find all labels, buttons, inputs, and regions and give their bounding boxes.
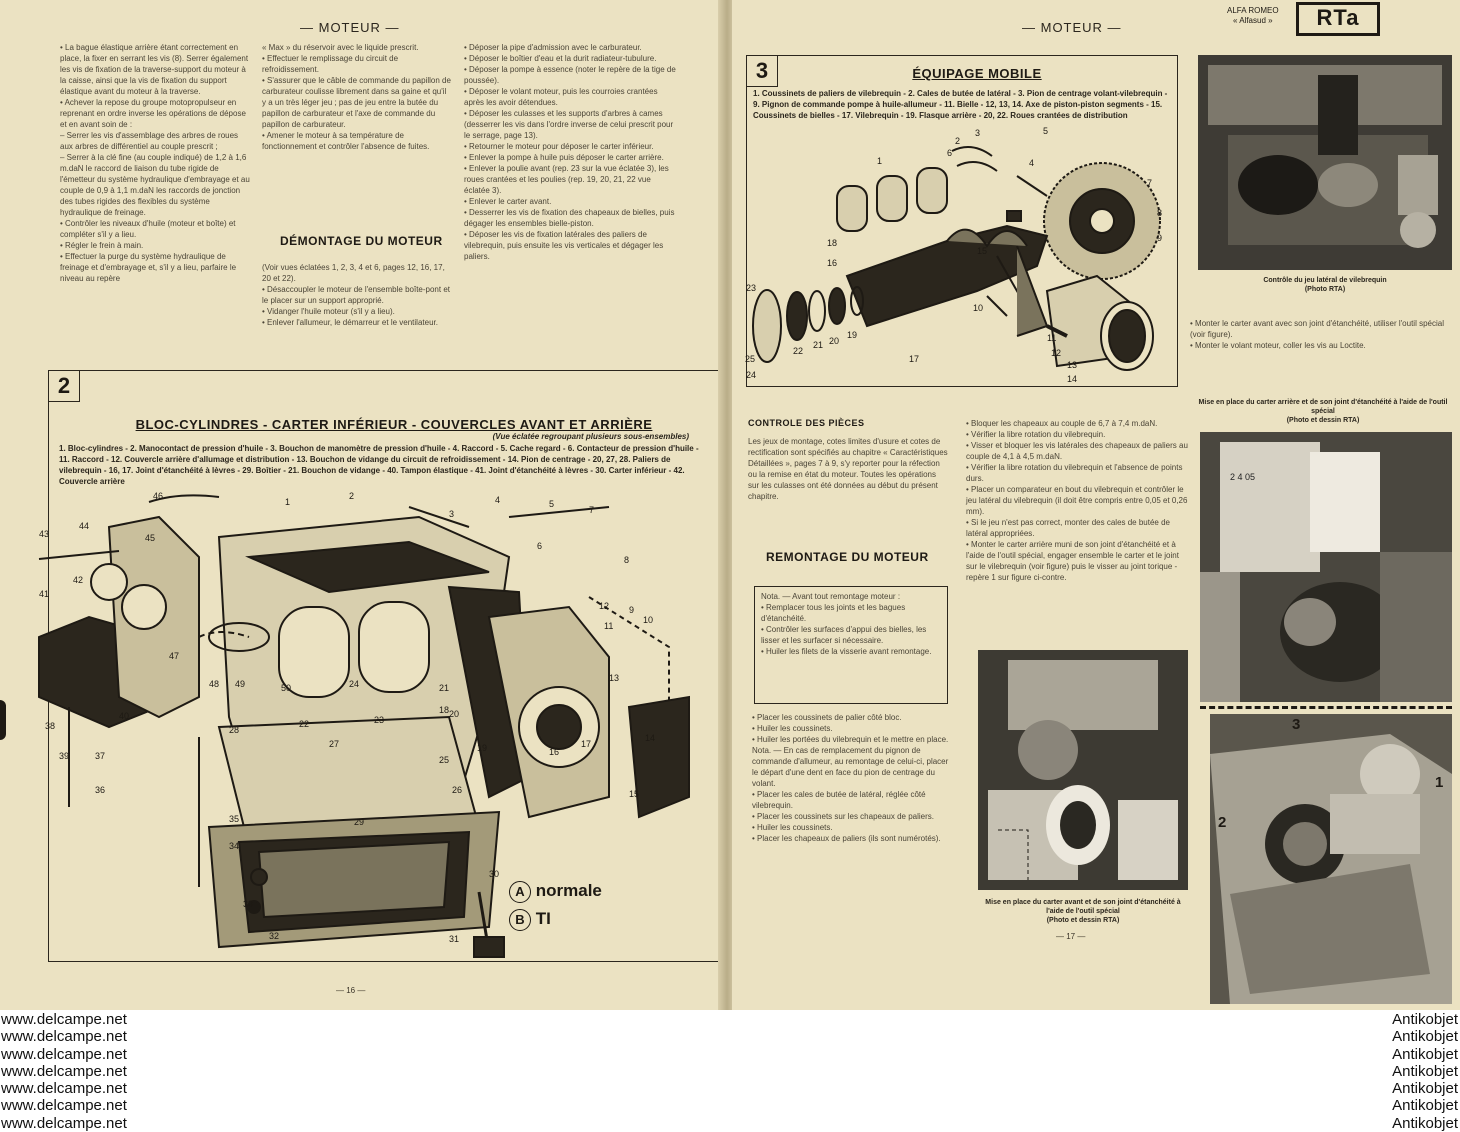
svg-text:8: 8 xyxy=(1157,208,1163,218)
remontage-text: • Placer les coussinets de palier côté bloc. • Huiler les coussinets. • Huiler les portées du vilebrequin et le mettre en place. Nota. — En cas de remplacement du pignon de commande d'allumeur, au remontage de celui-ci, placer le départ d'une dent en face du pion de centrage du volant. • Placer les cales de butée de latéral, réglée côté vilebrequin. • Placer les coussinets sur les chapeaux de paliers. • Huiler les coussinets. • Placer les chapeaux de paliers (ils sont numérotés). xyxy=(752,713,949,843)
svg-text:22: 22 xyxy=(299,719,310,729)
photo-crankshaft-play-image xyxy=(1198,55,1452,270)
svg-text:10: 10 xyxy=(973,303,984,313)
svg-text:14: 14 xyxy=(645,733,656,743)
photo3-caption: Mise en place du carter avant et de son joint d'étanchéité à l'aide de l'outil spécial (Photo et dessin RTA) xyxy=(985,899,1181,924)
figure-3-title: ÉQUIPAGE MOBILE xyxy=(912,66,1042,81)
svg-text:17: 17 xyxy=(581,739,592,749)
running-head-left: — MOTEUR — xyxy=(300,20,400,35)
svg-text:18: 18 xyxy=(827,238,838,248)
figure-2-subtitle: (Vue éclatée regroupant plusieurs sous-ensembles) xyxy=(492,432,689,441)
photo-divider xyxy=(1200,706,1452,709)
right-column-text: • Monter le carter avant avec son joint d'étanchéité, utiliser l'outil spécial (voir figure). • Monter le volant moteur, coller les vis au Loctite. xyxy=(1190,319,1444,350)
svg-text:41: 41 xyxy=(39,589,50,599)
svg-text:35: 35 xyxy=(229,814,240,824)
watermark-left: www.delcampe.net www.delcampe.net www.delcampe.net www.delcampe.net www.delcampe.net www.delcampe.net www.delcampe.net xyxy=(1,1011,127,1132)
running-head-right: — MOTEUR — xyxy=(1022,20,1122,35)
figure-3-legend: 1. Coussinets de paliers de vilebrequin - 2. Cales de butée de latéral - 3. Pion de centrage volant-vilebrequin - 9. Pignon de commande pompe à huile-allumeur - 11. Bielle - 12, 13, 14. Axe de piston-piston segments - 15. Coussinets de bielles - 17. Vilebrequin - 19. Flasque arrière - 20, 22. Roues crantées de distribution xyxy=(753,89,1168,120)
note-text: Nota. — Avant tout remontage moteur : • Remplacer tous les joints et les bagues d'étanchéité. • Contrôler les surfaces d'appui des bielles, les lisser et les surfacer si nécessaire. • Huiler les filets de la visserie avant remontage. xyxy=(761,592,932,656)
svg-text:48: 48 xyxy=(209,679,220,689)
svg-text:23: 23 xyxy=(374,715,385,725)
svg-text:26: 26 xyxy=(452,785,463,795)
figure-2-box xyxy=(39,370,722,962)
svg-text:20: 20 xyxy=(449,709,460,719)
page-number-right: — 17 — xyxy=(1056,932,1086,941)
svg-text:25: 25 xyxy=(439,755,450,765)
svg-text:29: 29 xyxy=(354,817,365,827)
svg-text:3: 3 xyxy=(975,128,981,138)
svg-text:6: 6 xyxy=(947,148,953,158)
svg-text:15: 15 xyxy=(629,789,640,799)
svg-text:22: 22 xyxy=(793,346,804,356)
photo-front-seal xyxy=(978,650,1188,890)
photo2-caption: Mise en place du carter arrière et de son joint d'étanchéité à l'aide de l'outil spécial (Photo et dessin RTA) xyxy=(1198,399,1448,424)
svg-text:19: 19 xyxy=(477,743,488,753)
svg-text:38: 38 xyxy=(45,721,56,731)
svg-text:5: 5 xyxy=(549,499,555,509)
svg-text:49: 49 xyxy=(235,679,246,689)
svg-text:9: 9 xyxy=(1157,233,1163,243)
photo4-label-2: 2 xyxy=(1218,814,1227,831)
figure-2-legend: 1. Bloc-cylindres - 2. Manocontact de pression d'huile - 3. Bouchon de manomètre de pression d'huile - 4. Raccord - 5. Cache regard - 6. Contacteur de pression d'huile - 11. Raccord - 12. Couvercle arrière d'allumage et distribution - 13. Bouchon de vidange du circuit de refroidissement - 14. Pion de centrage - 20, 27, 28. Paliers de vilebrequin - 16, 17. Joint d'étanchéité à lèvres - 29. Boîtier - 21. Bouchon de vidange - 40. Tampon élastique - 41. Joint d'étanchéité à lèvres - 30. Carter inférieur - 42. Couvercle arrière xyxy=(59,444,699,486)
svg-text:39: 39 xyxy=(59,751,70,761)
controle-text: Les jeux de montage, cotes limites d'usure et cotes de rectification sont spécifiés au chapitre « Caractéristiques Détaillées », pages 7 à 9, s'y reporter pour la réfection ou la remise en état du moteur. Toutes les opérations sur les culasses ont été données au début du présent chapitre. xyxy=(748,437,948,501)
svg-text:27: 27 xyxy=(329,739,340,749)
svg-text:50: 50 xyxy=(281,683,292,693)
svg-text:46: 46 xyxy=(153,491,164,501)
svg-text:28: 28 xyxy=(229,725,240,735)
svg-text:11: 11 xyxy=(1047,333,1057,343)
left-text-column-3: • Déposer la pipe d'admission avec le carburateur. • Déposer le boîtier d'eau et la durit radiateur-tubulure. • Déposer la pompe à essence (noter le repère de la tige de poussée). • Déposer le volant moteur, puis les courroies crantées après les avoir détendues. • Déposer les culasses et les supports d'arbres à cames (desserrer les vis dans l'ordre inverse de celui prescrit pour le serrage, page 13). • Retourner le moteur pour déposer le carter inférieur. • Enlever la pompe à huile puis déposer le carter arrière. • Enlever la poulie avant (rep. 23 sur la vue éclatée 3), les roues crantées et les poulies (rep. 19, 20, 21, 22 vue éclatée 3). • Enlever le carter avant. • Desserrer les vis de fixation des chapeaux de bielles, puis dégager les ensembles bielle-piston. • Déposer les vis de fixation latérales des paliers de vilebrequin, puis ensuite les vis verticales et dégager les paliers. xyxy=(464,43,676,261)
svg-text:4: 4 xyxy=(1029,158,1035,168)
key-b: B TI xyxy=(509,909,551,931)
svg-text:1: 1 xyxy=(285,497,291,507)
svg-text:12: 12 xyxy=(1051,348,1062,358)
crankshaft-exploded-drawing xyxy=(747,126,1177,384)
svg-text:36: 36 xyxy=(95,785,106,795)
controle-heading: CONTROLE DES PIÈCES xyxy=(748,418,865,428)
svg-text:14: 14 xyxy=(1067,374,1078,384)
photo4-label-3: 3 xyxy=(1292,716,1301,733)
svg-text:32: 32 xyxy=(269,931,280,941)
figure-3-box xyxy=(746,55,1178,387)
svg-text:18: 18 xyxy=(439,705,450,715)
svg-text:7: 7 xyxy=(1147,178,1153,188)
svg-text:17: 17 xyxy=(909,354,920,364)
brand-line: ALFA ROMEO « Alfasud » xyxy=(1227,6,1279,25)
photo-front-cover-image xyxy=(1210,714,1452,1004)
left-text-column-2: « Max » du réservoir avec le liquide prescrit. • Effectuer le remplissage du circuit de refroidissement. • S'assurer que le câble de commande du papillon de carburateur coulisse librement dans sa gaine et qu'il y a un très léger jeu ; pas de jeu entre la butée du papillon de carburateur et l'axe de commande du papillon de carburateur. • Amener le moteur à sa température de fonctionnement et contrôler l'absence de fuites. xyxy=(262,43,451,151)
svg-text:21: 21 xyxy=(439,683,450,693)
svg-text:3: 3 xyxy=(449,509,455,519)
svg-text:2: 2 xyxy=(349,491,355,501)
svg-text:37: 37 xyxy=(95,751,106,761)
svg-text:42: 42 xyxy=(73,575,84,585)
svg-text:13: 13 xyxy=(1067,360,1078,370)
svg-text:6: 6 xyxy=(537,541,543,551)
svg-text:21: 21 xyxy=(813,340,824,350)
photo4-label-1: 1 xyxy=(1435,774,1444,791)
remontage-heading: REMONTAGE DU MOTEUR xyxy=(766,550,929,564)
left-text-column-1: • La bague élastique arrière étant correctement en place, la fixer en serrant les vis (8). Serrer également les vis de fixation de la traverse-support du moteur à la caisse, ainsi que la vis de fixation du support élastique avant du moteur à la traverse. • Achever la repose du groupe motopropulseur en reprenant en ordre inverse les opérations de dépose et en avant soin de : – Serrer les vis d'assemblage des arbres de roues aux arbres de différentiel au couple prescrit ; – Serrer à la clé fine (au couple indiqué) de 1,2 à 1,6 m.daN le raccord de liaison du tube rigide de l'émetteur du système hydraulique d'embrayage et au couple de 0,9 à 1,1 m.daN les raccords de jonction des tubes rigides des flexibles du système hydraulique de freinage. • Contrôler les niveaux d'huile (moteur et boîte) et compléter s'il y a lieu. • Régler le frein à main. • Effectuer la purge du système hydraulique de freinage et d'embrayage et, s'il y a lieu, parfaire le niveau au repère xyxy=(60,43,250,283)
middle-column-text: • Bloquer les chapeaux au couple de 6,7 à 7,4 m.daN. • Vérifier la libre rotation du vilebrequin. • Visser et bloquer les vis latérales des chapeaux de paliers au couple de 4,1 à 4,5 m.daN. • Vérifier la libre rotation du vilebrequin et l'absence de points durs. • Placer un comparateur en bout du vilebrequin et contrôler le jeu latéral du vilebrequin (il doit être compris entre 0,05 et 0,26 mm). • Si le jeu n'est pas correct, monter des cales de butée de latéral appropriées. • Monter le carter arrière muni de son joint d'étanchéité et à l'aide de l'outil spécial, engager ensemble le carter et le joint sur le vilebrequin (voir figure) puis le visser au joint torique - repère 1 sur figure ci-contre. xyxy=(966,419,1188,582)
svg-text:1: 1 xyxy=(877,156,883,166)
engine-block-exploded-drawing xyxy=(39,491,721,957)
svg-text:43: 43 xyxy=(39,529,50,539)
svg-text:8: 8 xyxy=(624,555,630,565)
svg-text:34: 34 xyxy=(229,841,240,851)
svg-text:33: 33 xyxy=(243,899,254,909)
photo-front-seal-image xyxy=(978,650,1188,890)
svg-text:16: 16 xyxy=(549,747,560,757)
svg-text:20: 20 xyxy=(829,336,840,346)
rta-logo: RTa xyxy=(1296,2,1380,36)
svg-text:15: 15 xyxy=(977,246,988,256)
left-page xyxy=(0,0,722,1010)
svg-text:10: 10 xyxy=(643,615,654,625)
demontage-text: (Voir vues éclatées 1, 2, 3, 4 et 6, pages 12, 16, 17, 20 et 22). • Désaccoupler le moteur de l'ensemble boîte-pont et le placer sur un support approprié. • Vidanger l'huile moteur (s'il y a lieu). • Enlever l'allumeur, le démarreur et le ventilateur. xyxy=(262,263,450,327)
svg-text:45: 45 xyxy=(145,533,156,543)
photo1-caption: Contrôle du jeu latéral de vilebrequin (Photo RTA) xyxy=(1263,277,1387,293)
svg-text:31: 31 xyxy=(449,934,460,944)
svg-text:5: 5 xyxy=(1043,126,1049,136)
svg-text:19: 19 xyxy=(847,330,858,340)
svg-text:25: 25 xyxy=(745,354,756,364)
svg-text:47: 47 xyxy=(169,651,180,661)
svg-text:30: 30 xyxy=(489,869,500,879)
key-a: A normale xyxy=(509,881,602,903)
watermark-right: Antikobjet Antikobjet Antikobjet Antikobjet Antikobjet Antikobjet Antikobjet xyxy=(1392,1011,1458,1132)
photo-crankshaft-play xyxy=(1198,55,1452,270)
figure-3-number: 3 xyxy=(747,56,778,87)
svg-text:24: 24 xyxy=(349,679,360,689)
svg-text:2: 2 xyxy=(955,136,961,146)
svg-text:9: 9 xyxy=(629,605,635,615)
page-edge-mark xyxy=(0,700,6,740)
svg-text:13: 13 xyxy=(609,673,620,683)
svg-text:44: 44 xyxy=(79,521,90,531)
photo-rear-cover xyxy=(1200,432,1452,702)
svg-text:24: 24 xyxy=(746,370,757,380)
svg-text:12: 12 xyxy=(599,601,610,611)
photo2-label: 2 4 05 xyxy=(1230,472,1256,482)
page-number-left: — 16 — xyxy=(336,986,366,995)
svg-text:4: 4 xyxy=(495,495,501,505)
demontage-heading: DÉMONTAGE DU MOTEUR xyxy=(280,234,443,248)
svg-text:16: 16 xyxy=(827,258,838,268)
svg-text:7: 7 xyxy=(589,505,595,515)
svg-text:40: 40 xyxy=(119,711,130,721)
svg-text:11: 11 xyxy=(604,621,614,631)
figure-2-title: BLOC-CYLINDRES - CARTER INFÉRIEUR - COUVERCLES AVANT ET ARRIÈRE xyxy=(135,417,653,432)
figure-2-number: 2 xyxy=(49,371,80,402)
note-box xyxy=(754,586,948,704)
photo-front-cover xyxy=(1210,714,1452,1004)
svg-text:23: 23 xyxy=(746,283,757,293)
